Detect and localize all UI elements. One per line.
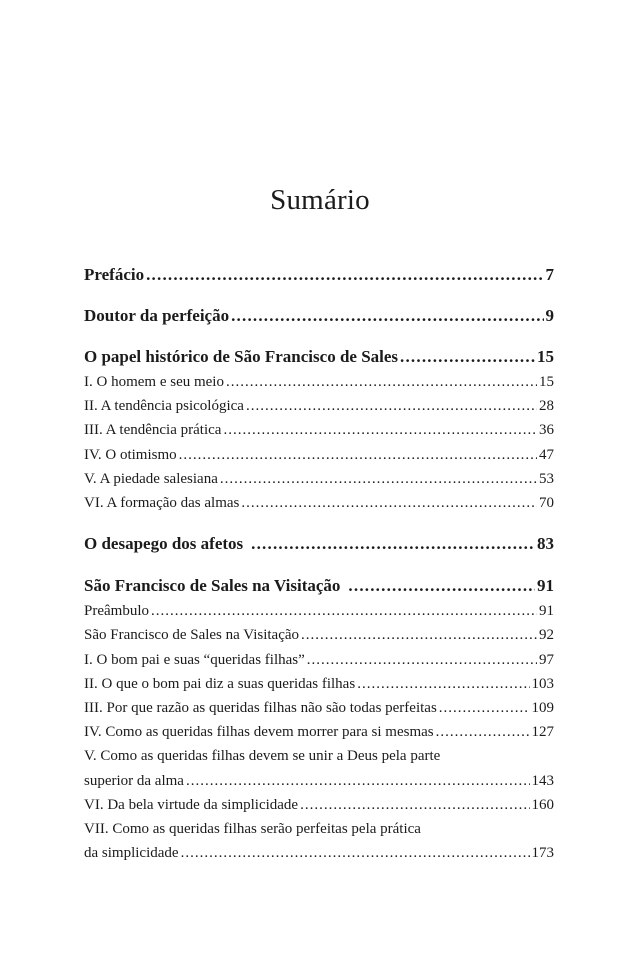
- toc-entry-label: IV. O otimismo: [84, 446, 177, 463]
- toc-entry-label: II. A tendência psicológica: [84, 398, 244, 415]
- toc-entry-label: VI. Da bela virtude da simplicidade: [84, 796, 299, 813]
- toc-subentry[interactable]: [84, 793, 554, 817]
- toc-entry-label: São Francisco de Sales na Visitação: [84, 627, 300, 644]
- dot-leader: [357, 672, 529, 696]
- dot-leader: [226, 370, 537, 394]
- toc-entry-label: I. O homem e seu meio: [84, 374, 224, 390]
- dot-leader: [241, 491, 537, 515]
- toc-page-number: 36: [539, 422, 554, 439]
- toc-subentry-first-line[interactable]: V. Como as queridas filhas devem se unir a Deus pela parte: [84, 748, 441, 765]
- toc-entry-label: superior da alma: [84, 772, 184, 789]
- toc-subentry[interactable]: [84, 648, 554, 672]
- toc-entry-label: Preâmbulo: [84, 603, 149, 620]
- toc-subentry[interactable]: [84, 370, 554, 394]
- dot-leader: [300, 793, 529, 817]
- table-of-contents: [84, 262, 554, 865]
- toc-page-number: 53: [539, 470, 554, 487]
- toc-subentry[interactable]: [84, 599, 554, 623]
- toc-page-number: 15: [537, 347, 554, 366]
- toc-page-number: 127: [531, 724, 554, 741]
- toc-subentry-first-line[interactable]: VII. Como as queridas filhas serão perfeitas pela prática: [84, 821, 421, 838]
- toc-page-number: 70: [539, 495, 554, 512]
- toc-page-number: 103: [531, 675, 554, 692]
- toc-subentry[interactable]: [84, 769, 554, 793]
- toc-subentry[interactable]: [84, 623, 554, 647]
- toc-page-number: 143: [531, 772, 554, 789]
- dot-leader: [436, 720, 530, 744]
- dot-leader: [223, 418, 537, 442]
- toc-page-number: 92: [539, 627, 554, 644]
- dot-leader: [400, 344, 535, 370]
- toc-entry-label: Prefácio: [84, 265, 145, 284]
- dot-leader: [146, 262, 543, 288]
- toc-page-number: 97: [539, 651, 554, 668]
- toc-page-number: 91: [539, 603, 554, 620]
- toc-subentry[interactable]: [84, 467, 554, 491]
- toc-entry-label: V. A piedade salesiana: [84, 470, 218, 487]
- dot-leader: [231, 303, 543, 329]
- dot-leader: [307, 648, 537, 672]
- toc-subentry[interactable]: [84, 418, 554, 442]
- toc-entry-label: Doutor da perfeição: [84, 306, 230, 325]
- toc-entry-doutor[interactable]: [84, 303, 554, 329]
- toc-page-number: 109: [531, 700, 554, 717]
- toc-subentry[interactable]: [84, 394, 554, 418]
- toc-subentry[interactable]: [84, 696, 554, 720]
- toc-entry-label: São Francisco de Sales na Visitação: [84, 576, 341, 596]
- page-title: Sumário: [270, 184, 370, 217]
- dot-leader: [301, 623, 537, 647]
- toc-page-number: 160: [531, 796, 554, 813]
- toc-entry-label: I. O bom pai e suas “queridas filhas”: [84, 651, 305, 668]
- toc-page-number: 7: [545, 265, 554, 284]
- toc-entry-label: IV. Como as queridas filhas devem morrer para si mesmas: [84, 724, 434, 741]
- toc-page-number: 9: [545, 306, 554, 325]
- dot-leader: [348, 573, 535, 599]
- toc-entry-label: VI. A formação das almas: [84, 495, 240, 512]
- toc-entry-visitacao[interactable]: [84, 573, 554, 599]
- dot-leader: [246, 394, 537, 418]
- dot-leader: [179, 443, 537, 467]
- toc-entry-label: II. O que o bom pai diz a suas queridas filhas: [84, 675, 356, 692]
- dot-leader: [186, 769, 530, 793]
- toc-page-number: 47: [539, 446, 554, 463]
- toc-entry-papel-historico[interactable]: [84, 344, 554, 370]
- toc-entry-label: O papel histórico de São Francisco de Sales: [84, 347, 399, 366]
- dot-leader: [220, 467, 537, 491]
- dot-leader: [251, 531, 535, 557]
- dot-leader: [151, 599, 537, 623]
- toc-page-number: 15: [539, 374, 554, 390]
- dot-leader: [439, 696, 530, 720]
- toc-page-number: 83: [537, 534, 554, 554]
- toc-subentry[interactable]: [84, 672, 554, 696]
- toc-page-number: 28: [539, 398, 554, 415]
- toc-entry-label: III. A tendência prática: [84, 422, 222, 439]
- toc-subentry[interactable]: [84, 491, 554, 515]
- toc-entry-desapego[interactable]: [84, 531, 554, 557]
- toc-entry-label: III. Por que razão as queridas filhas não são todas perfeitas: [84, 700, 437, 717]
- toc-page-number: 91: [537, 576, 554, 596]
- toc-entry-label: da simplicidade: [84, 845, 179, 862]
- toc-subentry[interactable]: [84, 443, 554, 467]
- toc-subentry[interactable]: [84, 720, 554, 744]
- toc-entry-label: O desapego dos afetos: [84, 534, 244, 554]
- toc-page-number: 173: [531, 845, 554, 862]
- toc-subentry[interactable]: [84, 841, 554, 865]
- toc-entry-prefacio[interactable]: [84, 262, 554, 288]
- dot-leader: [181, 841, 530, 865]
